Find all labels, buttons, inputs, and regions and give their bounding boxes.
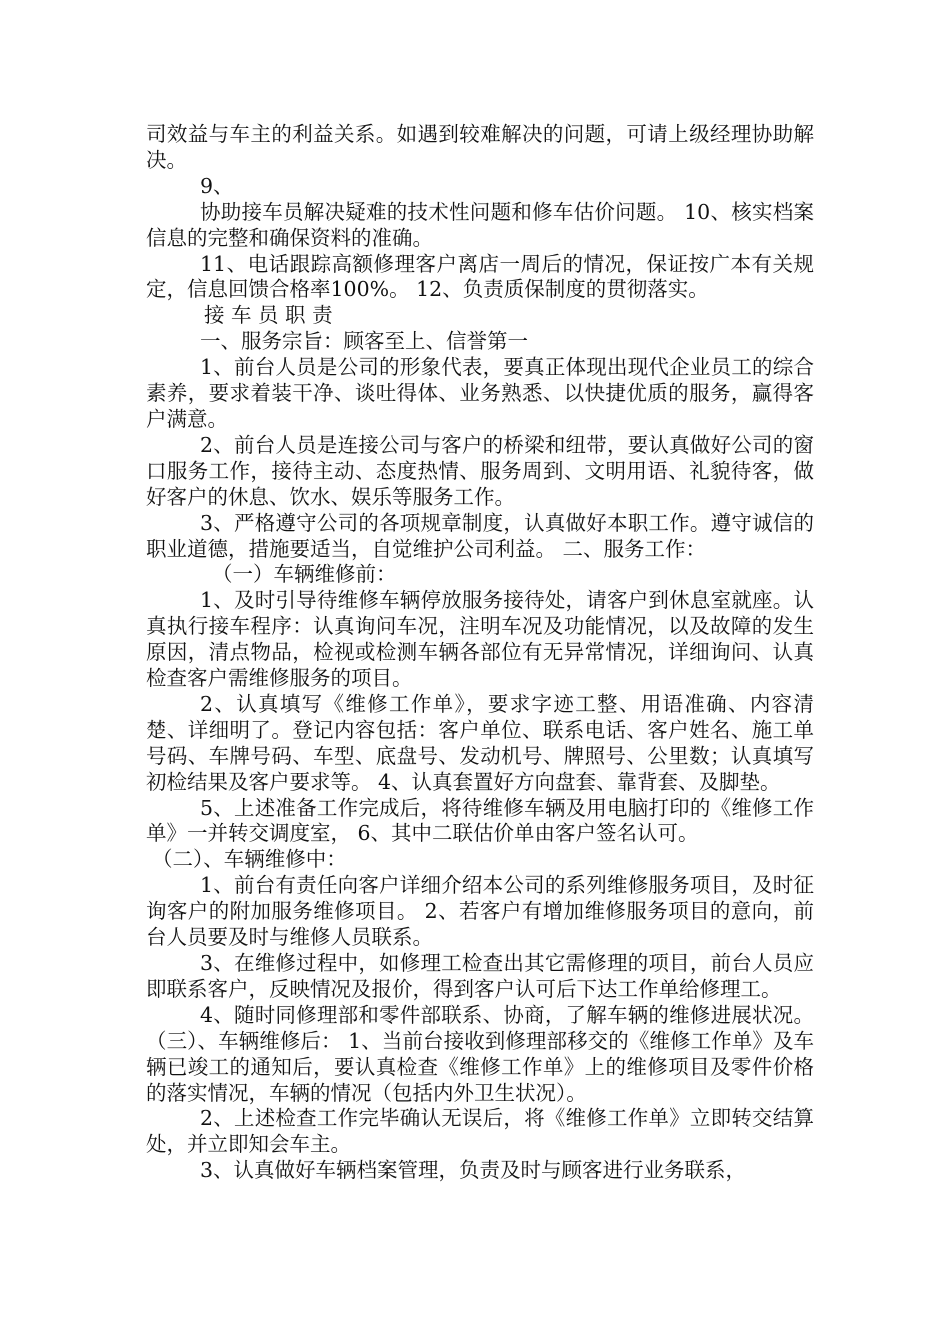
paragraph: 5、上述准备工作完成后，将待维修车辆及用电脑打印的《维修工作单》一并转交调度室， 6、其中二联估价单由客户签名认可。	[146, 795, 814, 846]
section-heading: 接 车 员 职 责	[204, 303, 333, 328]
section-heading: （二）、车辆维修中：	[152, 847, 347, 872]
paragraph: 1、前台有责任向客户详细介绍本公司的系列维修服务项目，及时征询客户的附加服务维修项目。 2、若客户有增加维修服务项目的意向，前台人员要及时与维修人员联系。	[146, 873, 814, 950]
paragraph: 3、严格遵守公司的各项规章制度，认真做好本职工作。遵守诚信的职业道德，措施要适当，自觉维护公司利益。 二、服务工作：	[146, 510, 814, 561]
paragraph: 2、认真填写《维修工作单》，要求字迹工整、用语准确、内容清楚、详细明了。登记内容包括：客户单位、联系电话、客户姓名、施工单号码、车牌号码、车型、底盘号、发动机号、牌照号、公里数；认真填写初检结果及客户要求等。 4、认真套置好方向盘套、靠背套、及脚垫。	[146, 691, 814, 794]
section-heading: （一）车辆维修前：	[212, 562, 397, 587]
paragraph: 2、上述检查工作完毕确认无误后，将《维修工作单》立即转交结算处，并立即知会车主。	[146, 1106, 814, 1157]
paragraph: 9、	[200, 173, 234, 198]
paragraph: 2、前台人员是连接公司与客户的桥梁和纽带，要认真做好公司的窗口服务工作，接待主动、态度热情、服务周到、文明用语、礼貌待客，做好客户的休息、饮水、娱乐等服务工作。	[146, 432, 814, 509]
paragraph: 11、电话跟踪高额修理客户离店一周后的情况，保证按广本有关规定，信息回馈合格率100%。 12、负责质保制度的贯彻落实。	[146, 251, 814, 302]
document-body	[146, 122, 814, 1184]
paragraph: 1、前台人员是公司的形象代表，要真正体现出现代企业员工的综合素养，要求着装干净、谈吐得体、业务熟悉、以快捷优质的服务，赢得客户满意。	[146, 355, 814, 431]
paragraph: 1、及时引导待维修车辆停放服务接待处，请客户到休息室就座。认真执行接车程序：认真询问车况，注明车况及功能情况，以及故障的发生原因，清点物品，检视或检测车辆各部位有无异常情况，详细询问、认真检查客户需维修服务的项目。	[146, 588, 814, 691]
paragraph: 4、随时同修理部和零件部联系、协商，了解车辆的维修进展状况。 （三）、车辆维修后： 1、当前台接收到修理部移交的《维修工作单》及车辆已竣工的通知后，要认真检查《维修工作单》上的维修项目及零件价格的落实情况，车辆的情况（包括内外卫生状况）。	[146, 1002, 814, 1105]
paragraph: 司效益与车主的利益关系。如遇到较难解决的问题，可请上级经理协助解决。	[146, 122, 814, 172]
paragraph: 协助接车员解决疑难的技术性问题和修车估价问题。 10、核实档案信息的完整和确保资料的准确。	[146, 199, 814, 250]
section-heading: 一、服务宗旨：顾客至上、信誉第一	[200, 329, 528, 354]
paragraph: 3、在维修过程中，如修理工检查出其它需修理的项目，前台人员应即联系客户，反映情况及报价，得到客户认可后下达工作单给修理工。	[146, 951, 814, 1001]
paragraph: 3、认真做好车辆档案管理，负责及时与顾客进行业务联系，	[200, 1158, 747, 1183]
